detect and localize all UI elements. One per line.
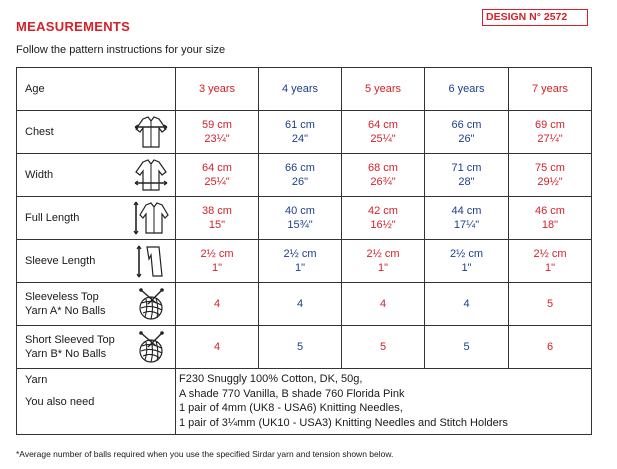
balls-value-cell bbox=[342, 283, 425, 326]
size-header-text: 3 years bbox=[198, 83, 236, 95]
measurement-value-cell bbox=[259, 111, 342, 154]
value-cm: 2½ cm bbox=[283, 248, 317, 260]
value-inches: 25¼" bbox=[204, 176, 230, 188]
measurement-label-cell bbox=[17, 111, 176, 154]
size-header-text: 6 years bbox=[448, 83, 485, 95]
balls-value-cell bbox=[176, 283, 259, 326]
value-cm: 2½ cm bbox=[366, 248, 400, 260]
value-cm: 64 cm bbox=[202, 162, 232, 174]
balls-label-cell bbox=[17, 283, 176, 326]
measurement-label: Full Length bbox=[25, 212, 80, 224]
balls-value: 5 bbox=[379, 341, 387, 353]
cardigan-width-icon bbox=[133, 158, 169, 192]
measurement-row bbox=[17, 197, 592, 240]
measurement-value-cell bbox=[176, 197, 259, 240]
value-inches: 26" bbox=[458, 133, 475, 145]
value-inches: 26¾" bbox=[370, 176, 396, 188]
footnote: *Average number of balls required when you use the specified Sirdar yarn and tension shown below. bbox=[16, 449, 394, 459]
balls-value: 5 bbox=[546, 298, 554, 310]
balls-label bbox=[25, 333, 115, 361]
measurement-value-cell bbox=[425, 154, 509, 197]
value-inches: 17¼" bbox=[453, 219, 480, 231]
balls-label-line2: Yarn A* No Balls bbox=[25, 305, 106, 317]
yarn-label: Yarn bbox=[25, 374, 48, 386]
value-cm: 64 cm bbox=[368, 119, 398, 131]
measurement-label: Chest bbox=[25, 126, 54, 138]
measurement-row bbox=[17, 111, 592, 154]
balls-value-cell bbox=[259, 326, 342, 369]
value-inches: 28" bbox=[458, 176, 475, 188]
design-number-badge: DESIGN N° 2572 bbox=[482, 9, 588, 26]
page-title: MEASUREMENTS bbox=[16, 19, 131, 34]
intro-text: Follow the pattern instructions for your size bbox=[16, 44, 226, 56]
balls-value: 4 bbox=[213, 341, 221, 353]
value-cm: 38 cm bbox=[202, 205, 232, 217]
value-inches: 1" bbox=[294, 262, 306, 274]
value-cm: 66 cm bbox=[285, 162, 315, 174]
measurement-value-cell bbox=[342, 240, 425, 283]
also-need-label: You also need bbox=[25, 396, 95, 408]
yarn-label-cell bbox=[17, 369, 176, 435]
measurement-value-cell bbox=[259, 154, 342, 197]
measurement-value-cell bbox=[259, 197, 342, 240]
balls-label-line2: Yarn B* No Balls bbox=[25, 348, 107, 360]
size-header-text: 7 years bbox=[531, 83, 569, 95]
value-inches: 1" bbox=[377, 262, 389, 274]
measurement-value-cell bbox=[176, 154, 259, 197]
measurement-value-cell bbox=[425, 197, 509, 240]
measurement-label-cell bbox=[17, 197, 176, 240]
value-cm: 46 cm bbox=[535, 205, 565, 217]
value-cm: 2½ cm bbox=[533, 248, 567, 260]
value-inches: 29½" bbox=[537, 176, 563, 188]
measurement-value-cell bbox=[509, 240, 592, 283]
measurement-value-cell bbox=[342, 154, 425, 197]
measurement-row bbox=[17, 240, 592, 283]
size-header bbox=[509, 68, 592, 111]
balls-value: 5 bbox=[463, 341, 470, 353]
size-header bbox=[176, 68, 259, 111]
measurement-value-cell bbox=[342, 197, 425, 240]
value-cm: 69 cm bbox=[535, 119, 565, 131]
measurement-row bbox=[17, 154, 592, 197]
value-inches: 16½" bbox=[370, 219, 396, 231]
yarn-detail-line: 1 pair of 3¼mm (UK10 - USA3) Knitting Needles and Stitch Holders bbox=[179, 416, 508, 429]
balls-label-line1: Short Sleeved Top bbox=[25, 334, 115, 346]
yarn-detail-line: 1 pair of 4mm (UK8 - USA6) Knitting Needles, bbox=[179, 402, 403, 414]
balls-value-cell bbox=[509, 326, 592, 369]
yarn-details-cell bbox=[176, 369, 592, 435]
measurement-value-cell bbox=[176, 240, 259, 283]
measurement-value-cell bbox=[509, 197, 592, 240]
balls-value: 5 bbox=[296, 341, 304, 353]
measurement-value-cell bbox=[259, 240, 342, 283]
size-header-text: 5 years bbox=[364, 83, 402, 95]
measurement-label: Width bbox=[25, 169, 54, 181]
balls-value-cell bbox=[176, 326, 259, 369]
yarn-detail-line: F230 Snuggly 100% Cotton, DK, 50g, bbox=[179, 373, 363, 385]
yarn-detail-line: A shade 770 Vanilla, B shade 760 Florida Pink bbox=[179, 387, 405, 400]
measurement-label-cell bbox=[17, 240, 176, 283]
size-header bbox=[259, 68, 342, 111]
sleeve-length-icon bbox=[133, 243, 169, 279]
balls-value-cell bbox=[509, 283, 592, 326]
balls-label-line1: Sleeveless Top bbox=[25, 291, 99, 303]
yarn-row bbox=[17, 369, 592, 435]
value-cm: 44 cm bbox=[451, 205, 482, 217]
value-inches: 25¼" bbox=[370, 133, 396, 145]
measurement-value-cell bbox=[342, 111, 425, 154]
measurement-value-cell bbox=[176, 111, 259, 154]
value-cm: 71 cm bbox=[451, 162, 482, 174]
value-inches: 18" bbox=[541, 219, 559, 231]
measurements-table bbox=[16, 67, 592, 435]
value-cm: 2½ cm bbox=[200, 248, 234, 260]
cardigan-length-icon bbox=[133, 200, 169, 236]
value-inches: 1" bbox=[211, 262, 223, 274]
measurement-value-cell bbox=[509, 111, 592, 154]
value-cm: 66 cm bbox=[451, 119, 482, 131]
yarn-ball-needles-icon bbox=[135, 287, 169, 321]
size-header bbox=[342, 68, 425, 111]
measurement-value-cell bbox=[425, 240, 509, 283]
value-inches: 15¾" bbox=[287, 219, 313, 231]
value-cm: 40 cm bbox=[285, 205, 315, 217]
age-label bbox=[17, 68, 176, 111]
cardigan-chest-icon bbox=[133, 115, 169, 149]
balls-value: 4 bbox=[213, 298, 221, 310]
age-row bbox=[17, 68, 592, 111]
value-cm: 68 cm bbox=[368, 162, 398, 174]
balls-value: 6 bbox=[546, 341, 554, 353]
value-cm: 75 cm bbox=[535, 162, 565, 174]
measurement-value-cell bbox=[425, 111, 509, 154]
balls-value: 4 bbox=[379, 298, 387, 310]
measurement-label-cell bbox=[17, 154, 176, 197]
balls-value-cell bbox=[342, 326, 425, 369]
value-inches: 24" bbox=[291, 133, 309, 145]
balls-label bbox=[25, 290, 106, 318]
size-header-text: 4 years bbox=[281, 83, 319, 95]
balls-value: 4 bbox=[463, 298, 470, 310]
value-cm: 42 cm bbox=[368, 205, 398, 217]
value-cm: 2½ cm bbox=[449, 248, 483, 260]
value-inches: 1" bbox=[461, 262, 472, 274]
balls-value-cell bbox=[425, 326, 509, 369]
balls-value-cell bbox=[425, 283, 509, 326]
balls-value-cell bbox=[259, 283, 342, 326]
balls-row bbox=[17, 326, 592, 369]
balls-label-cell bbox=[17, 326, 176, 369]
value-inches: 26" bbox=[291, 176, 309, 188]
value-inches: 23¼" bbox=[204, 133, 230, 145]
value-cm: 61 cm bbox=[285, 119, 315, 131]
measurement-label: Sleeve Length bbox=[25, 255, 96, 267]
balls-value: 4 bbox=[296, 298, 304, 310]
measurement-value-cell bbox=[509, 154, 592, 197]
balls-row bbox=[17, 283, 592, 326]
yarn-ball-needles-icon bbox=[135, 330, 169, 364]
value-inches: 15" bbox=[208, 219, 226, 231]
value-inches: 27¼" bbox=[537, 133, 563, 145]
age-label-text: Age bbox=[25, 83, 45, 95]
value-cm: 59 cm bbox=[202, 119, 232, 131]
size-header bbox=[425, 68, 509, 111]
value-inches: 1" bbox=[544, 262, 556, 274]
